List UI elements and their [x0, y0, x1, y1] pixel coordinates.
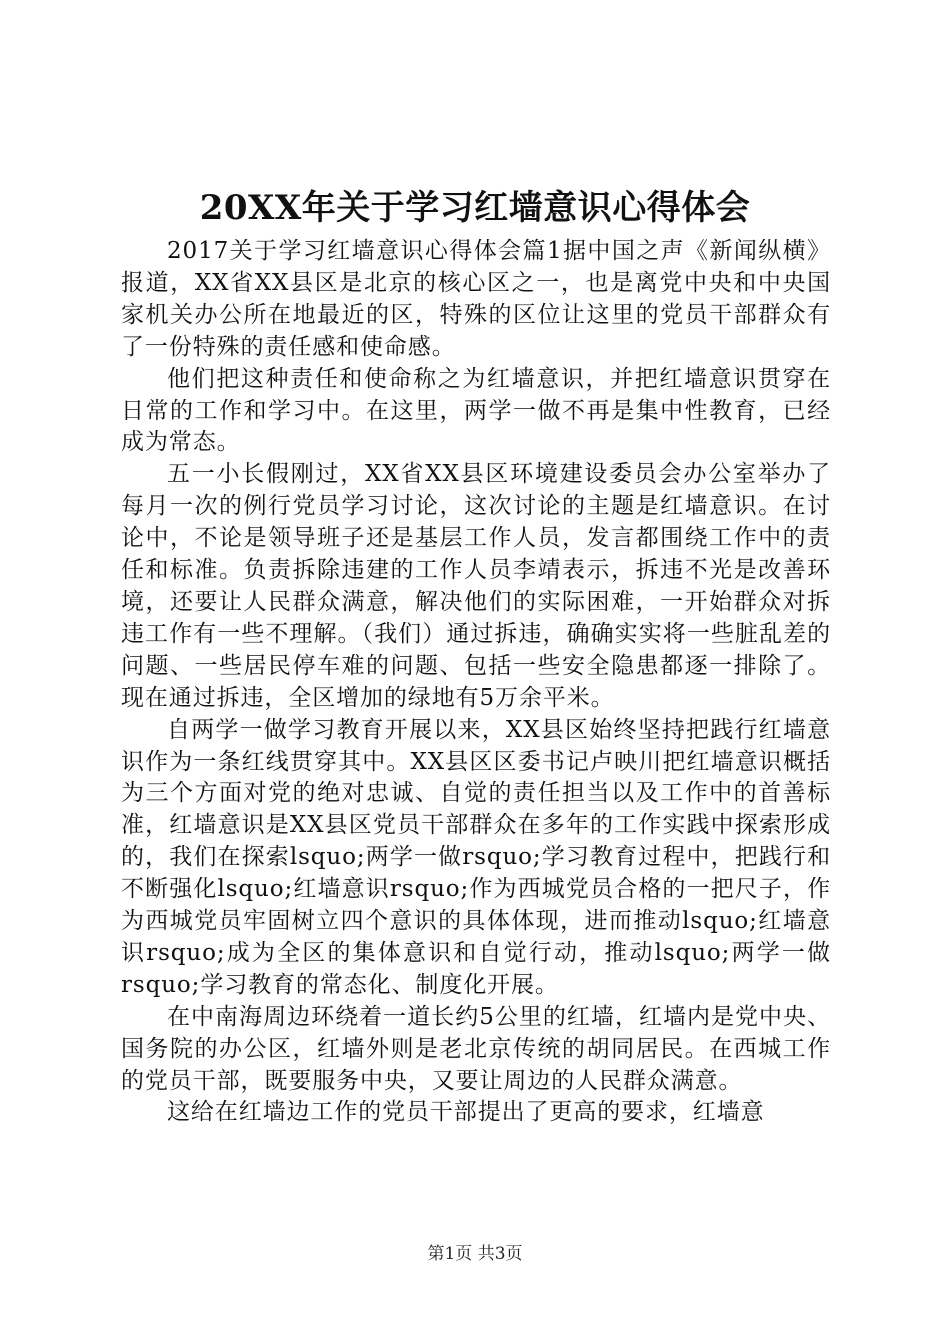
paragraph: 他们把这种责任和使命称之为红墙意识，并把红墙意识贯穿在日常的工作和学习中。在这里，两学一做不再是集中性教育，已经成为常态。 [121, 365, 831, 456]
paragraph: 在中南海周边环绕着一道长约5公里的红墙，红墙内是党中央、国务院的办公区，红墙外则是老北京传统的胡同居民。在西城工作的党员干部，既要服务中央，又要让周边的人民群众满意。 [121, 1003, 831, 1094]
document-body [121, 236, 831, 1129]
page-number-footer: 第1页 共3页 [427, 1244, 523, 1264]
paragraph: 2017关于学习红墙意识心得体会篇1据中国之声《新闻纵横》报道，XX省XX县区是北京的核心区之一，也是离党中央和中央国家机关办公所在地最近的区，特殊的区位让这里的党员干部群众有了一份特殊的责任感和使命感。 [121, 238, 831, 360]
paragraph: 五一小长假刚过，XX省XX县区环境建设委员会办公室举办了每月一次的例行党员学习讨论，这次讨论的主题是红墙意识。在讨论中，不论是领导班子还是基层工作人员，发言都围绕工作中的责任和标准。负责拆除违建的工作人员李靖表示，拆违不光是改善环境，还要让人民群众满意，解决他们的实际困难，一开始群众对拆违工作有一些不理解。（我们）通过拆违，确确实实将一些脏乱差的问题、一些居民停车难的问题、包括一些安全隐患都逐一排除了。现在通过拆违，全区增加的绿地有5万余平米。 [121, 461, 831, 711]
document-title: 20XX年关于学习红墙意识心得体会 [199, 188, 751, 228]
paragraph: 这给在红墙边工作的党员干部提出了更高的要求，红墙意 [167, 1099, 765, 1126]
paragraph: 自两学一做学习教育开展以来，XX县区始终坚持把践行红墙意识作为一条红线贯穿其中。XX县区区委书记卢映川把红墙意识概括为三个方面对党的绝对忠诚、自觉的责任担当以及工作中的首善标准，红墙意识是XX县区党员干部群众在多年的工作实践中探索形成的，我们在探索lsquo;两学一做rsquo;学习教育过程中，把践行和不断强化lsquo;红墙意识rsquo;作为西城党员合格的一把尺子，作为西城党员牢固树立四个意识的具体体现，进而推动lsquo;红墙意识rsquo;成为全区的集体意识和自觉行动，推动lsquo;两学一做rsquo;学习教育的常态化、制度化开展。 [121, 716, 831, 998]
